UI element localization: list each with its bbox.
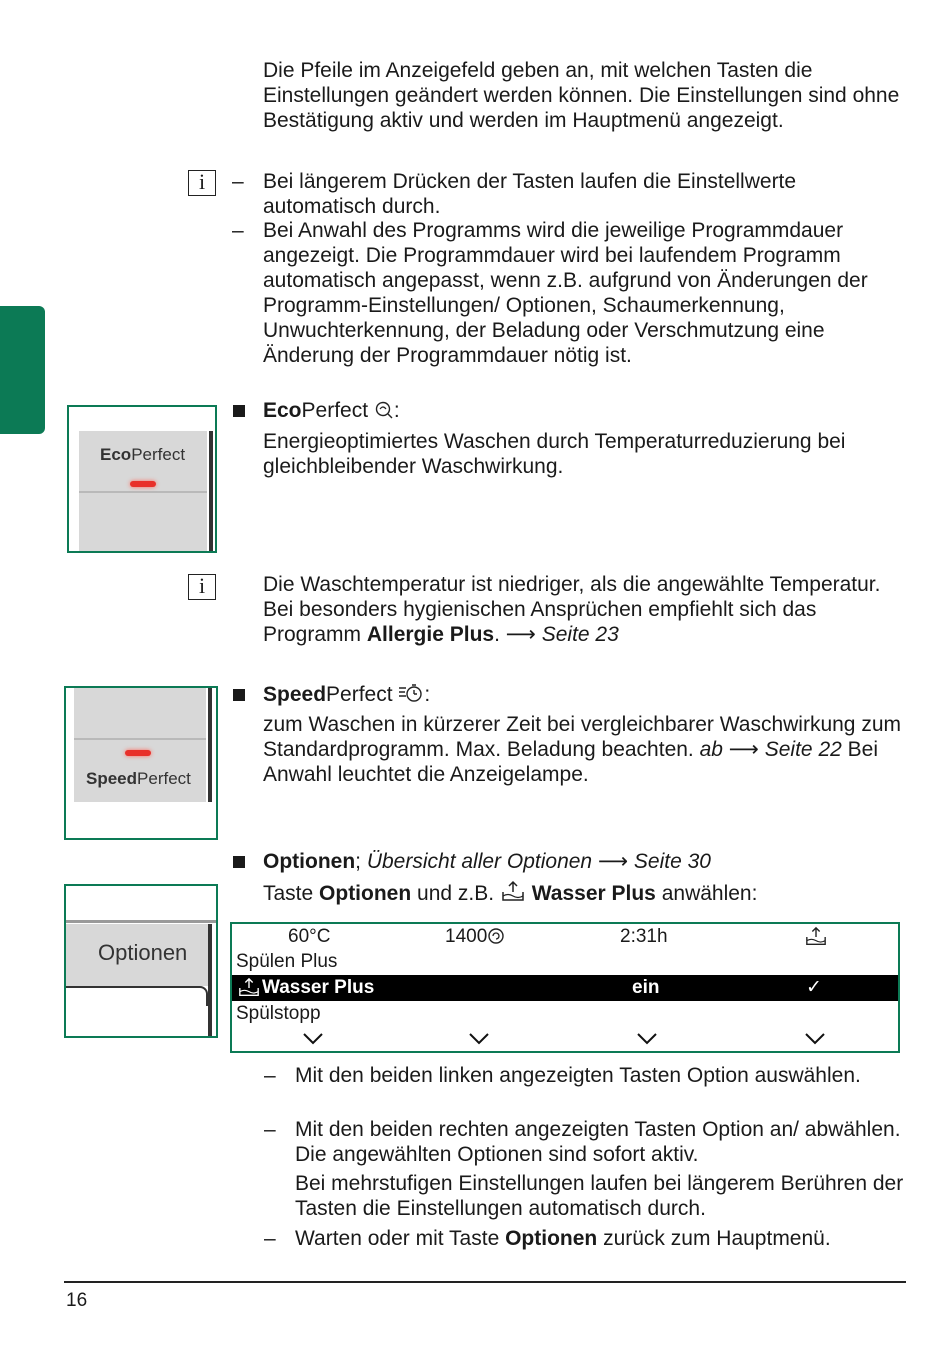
eco-perfect-icon [374, 400, 394, 420]
display-option-row [232, 949, 898, 975]
step-3: Warten oder mit Taste Optionen zurück zum Hauptmenü. [295, 1227, 831, 1250]
checkmark-icon: ✓ [806, 977, 822, 998]
bullet-square [233, 405, 245, 417]
list-dash: – [232, 170, 244, 193]
speed-perfect-description: zum Waschen in kürzerer Zeit bei vergleichbarer Waschwirkung zum Standardprogramm. Max. Beladung beachten. ab ⟶ Seite 22 Bei Anwahl leuchtet die Anzeigelampe. [263, 713, 901, 786]
display-status-row [232, 924, 898, 950]
footer-rule [64, 1281, 906, 1283]
info-icon: i [188, 574, 216, 600]
chapter-tab [0, 306, 45, 434]
note-item-2: Bei Anwahl des Programms wird die jeweilige Programmdauer angezeigt. Die Programmdauer wird bei laufendem Programm automatisch angepasst, wenn z.B. aufgrund von Änderungen der Programm-Einstellungen/ Optionen, Schaumerkennung, Unwuchterkennung, der Beladung oder Verschmutzung eine Änderung der Programmdauer nötig ist. [263, 219, 868, 367]
list-dash: – [264, 1064, 276, 1087]
optionen-panel-image [64, 884, 218, 1038]
eco-indicator-led [130, 481, 156, 487]
display-temperature: 60°C [288, 926, 331, 947]
bullet-square [233, 689, 245, 701]
eco-perfect-heading: EcoPerfect : [263, 399, 400, 422]
intro-text: Die Pfeile im Anzeigefeld geben an, mit welchen Tasten die Einstellungen geändert werden können. Die Einstellungen sind ohne Bestätigung aktiv und werden im Hauptmenü angezeigt. [263, 59, 900, 132]
speed-panel-label: SpeedPerfect [86, 769, 191, 788]
chevron-down-icon [804, 1032, 826, 1046]
display-option-row [232, 1001, 898, 1027]
option-display-screen [230, 922, 900, 1053]
option-label: Wasser Plus [262, 977, 375, 998]
display-spin-speed: 1400 [445, 924, 505, 950]
optionen-heading: Optionen; Übersicht aller Optionen ⟶ Seite 30 [263, 850, 711, 873]
info-icon: i [188, 170, 216, 196]
speed-perfect-icon [398, 682, 424, 704]
water-plus-icon [804, 926, 828, 948]
list-dash: – [264, 1118, 276, 1141]
eco-perfect-panel-image [67, 405, 217, 553]
eco-panel-label: EcoPerfect [100, 445, 186, 464]
optionen-instruction: Taste Optionen und z.B. Wasser Plus anwählen: [263, 882, 758, 905]
speed-indicator-led [125, 750, 151, 756]
chevron-down-icon [636, 1032, 658, 1046]
page-number: 16 [66, 1290, 88, 1311]
display-time: 2:31h [620, 926, 668, 947]
note-item-1: Bei längerem Drücken der Tasten laufen die Einstellwerte automatisch durch. [263, 170, 797, 218]
step-2: Mit den beiden rechten angezeigten Tasten Option an/ abwählen. Die angewählten Optionen sind sofort aktiv. [295, 1118, 901, 1166]
water-plus-icon [500, 880, 526, 904]
list-dash: – [264, 1227, 276, 1250]
option-label: Spülen Plus [236, 951, 338, 972]
display-option-row-selected [232, 975, 898, 1001]
bullet-square [233, 856, 245, 868]
step-1: Mit den beiden linken angezeigten Tasten Option auswählen. [295, 1064, 861, 1087]
eco-perfect-description: Energieoptimiertes Waschen durch Temperaturreduzierung bei gleichbleibender Waschwirkung. [263, 430, 846, 478]
speed-perfect-heading: SpeedPerfect : [263, 683, 431, 706]
list-dash: – [232, 219, 244, 242]
note-2: Die Waschtemperatur ist niedriger, als die angewählte Temperatur. Bei besonders hygienischen Ansprüchen empfiehlt sich das Programm Allergie Plus. ⟶ Seite 23 [263, 573, 881, 646]
chevron-down-icon [302, 1032, 324, 1046]
chevron-down-icon [468, 1032, 490, 1046]
optionen-panel-label: Optionen [98, 940, 188, 965]
water-plus-icon [237, 977, 261, 999]
speed-perfect-panel-image [64, 686, 218, 840]
step-2-note: Bei mehrstufigen Einstellungen laufen bei längerem Berühren der Tasten die Einstellungen automatisch durch. [295, 1172, 904, 1220]
option-label: Spülstopp [236, 1003, 321, 1024]
spin-icon [487, 927, 505, 945]
option-value: ein [632, 977, 660, 998]
